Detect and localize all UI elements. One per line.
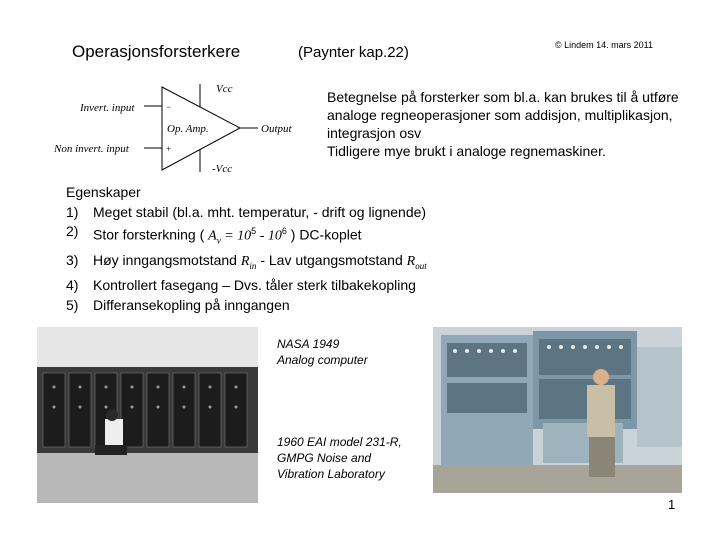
description-line-1: Betegnelse på forsterker som bl.a. kan brukes til å utføre analoge regneoperasjoner som addisjon, multiplikasjon, integrasjon osv xyxy=(327,89,679,141)
vee-label: -Vcc xyxy=(212,163,233,175)
item-text: Stor forsterkning ( $A_v = 10^5 - 10^6$ ) DC-koplet xyxy=(93,226,362,246)
plus-sign: + xyxy=(166,144,172,154)
invert-input-label: Invert. input xyxy=(80,102,135,114)
page-number: 1 xyxy=(668,497,676,512)
list-item xyxy=(66,203,706,223)
output-label: Output xyxy=(261,123,292,135)
item-text: Høy inngangsmotstand $R_{in}$ - Lav utgangsmotstand $R_{out}$ xyxy=(93,251,427,271)
properties-list xyxy=(66,183,706,315)
nasa-analog-computer-photo xyxy=(37,327,258,503)
item-text: Differansekopling på inngangen xyxy=(93,296,290,313)
eai-231r-photo xyxy=(433,327,682,493)
slide-subtitle: (Paynter kap.22) xyxy=(298,44,409,61)
item-text: Kontrollert fasegang – Dvs. tåler sterk tilbakekopling xyxy=(93,277,416,294)
item-number: 5) xyxy=(66,296,79,313)
list-item xyxy=(66,251,706,276)
item-number: 3) xyxy=(66,251,79,268)
slide-title: Operasjonsforsterkere xyxy=(72,42,241,61)
list-item xyxy=(66,296,706,316)
description xyxy=(327,88,697,160)
opamp-diagram xyxy=(52,82,304,177)
list-item xyxy=(66,222,706,251)
item-number: 1) xyxy=(66,203,79,220)
minus-sign: − xyxy=(166,102,172,112)
photo1-caption: NASA 1949 Analog computer xyxy=(277,337,368,367)
properties-heading: Egenskaper xyxy=(66,184,141,200)
photo2-caption: 1960 EAI model 231-R, GMPG Noise and Vibration Laboratory xyxy=(277,435,402,481)
item-text: Meget stabil (bl.a. mht. temperatur, - drift og lignende) xyxy=(93,203,427,220)
copyright-note: © Lindem 14. mars 2011 xyxy=(555,40,654,50)
opamp-body-label: Op. Amp. xyxy=(167,123,209,135)
item-number: 4) xyxy=(66,277,79,294)
list-item xyxy=(66,276,706,296)
vcc-label: Vcc xyxy=(216,83,233,95)
description-line-2: Tidligere mye brukt i analoge regnemaskiner. xyxy=(327,143,606,159)
noninvert-input-label: Non invert. input xyxy=(54,143,129,155)
item-number: 2) xyxy=(66,223,79,239)
